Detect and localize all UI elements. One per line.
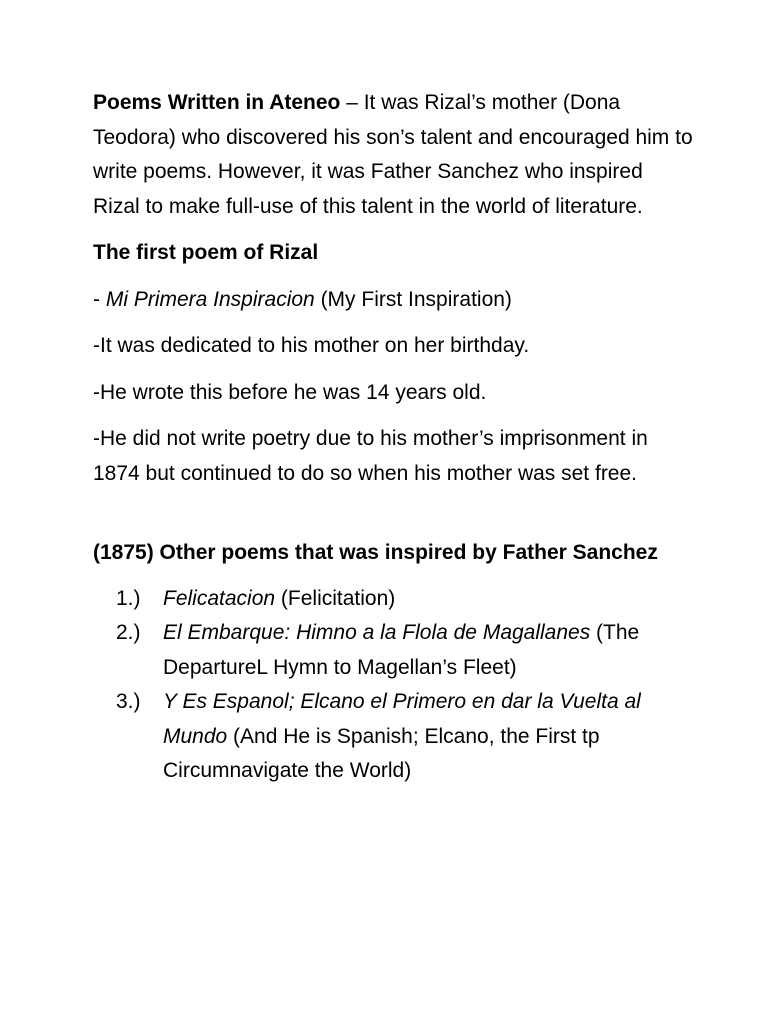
first-poem-fact: -It was dedicated to his mother on her birthday.	[93, 334, 530, 357]
first-poem-title-translation: (My First Inspiration)	[314, 287, 512, 311]
first-poem-title-prefix: -	[93, 287, 106, 311]
list-item-number: 1.)	[116, 586, 141, 610]
poem-translation: (Felicitation)	[275, 586, 396, 610]
other-poems-list	[93, 582, 693, 789]
poem-title: El Embarque: Himno a la Flola de Magallanes	[163, 621, 591, 644]
list-item	[93, 685, 693, 789]
intro-text: – It was Rizal’s mother (Dona Teodora) who discovered his son’s talent and encouraged him to write poems. However, it was Father Sanchez who inspired Rizal to make full-use of this talent in the world of literature.	[93, 91, 693, 218]
other-poems-heading: (1875) Other poems that was inspired by Father Sanchez	[93, 541, 658, 564]
first-poem-fact: -He wrote this before he was 14 years old.	[93, 380, 487, 404]
first-poem-title-line	[93, 283, 693, 318]
poem-title: Felicatacion	[163, 586, 276, 610]
document-page	[93, 86, 693, 789]
list-item-number: 3.)	[116, 690, 141, 713]
list-item	[93, 582, 693, 617]
list-item	[93, 616, 693, 685]
first-poem-heading: The first poem of Rizal	[93, 241, 319, 264]
list-item-number: 2.)	[116, 621, 141, 644]
intro-paragraph	[93, 86, 693, 224]
first-poem-title: Mi Primera Inspiracion	[105, 287, 315, 311]
poem-translation: (The DepartureL Hymn to Magellan’s Fleet)	[163, 621, 640, 679]
first-poem-fact: -He did not write poetry due to his mother’s imprisonment in 1874 but continued to do so when his mother was set free.	[93, 427, 648, 485]
poem-title: Y Es Espanol; Elcano el Primero en dar la Vuelta al Mundo	[163, 690, 641, 748]
intro-heading: Poems Written in Ateneo	[93, 91, 341, 114]
poem-translation: (And He is Spanish; Elcano, the First tp Circumnavigate the World)	[163, 724, 600, 782]
